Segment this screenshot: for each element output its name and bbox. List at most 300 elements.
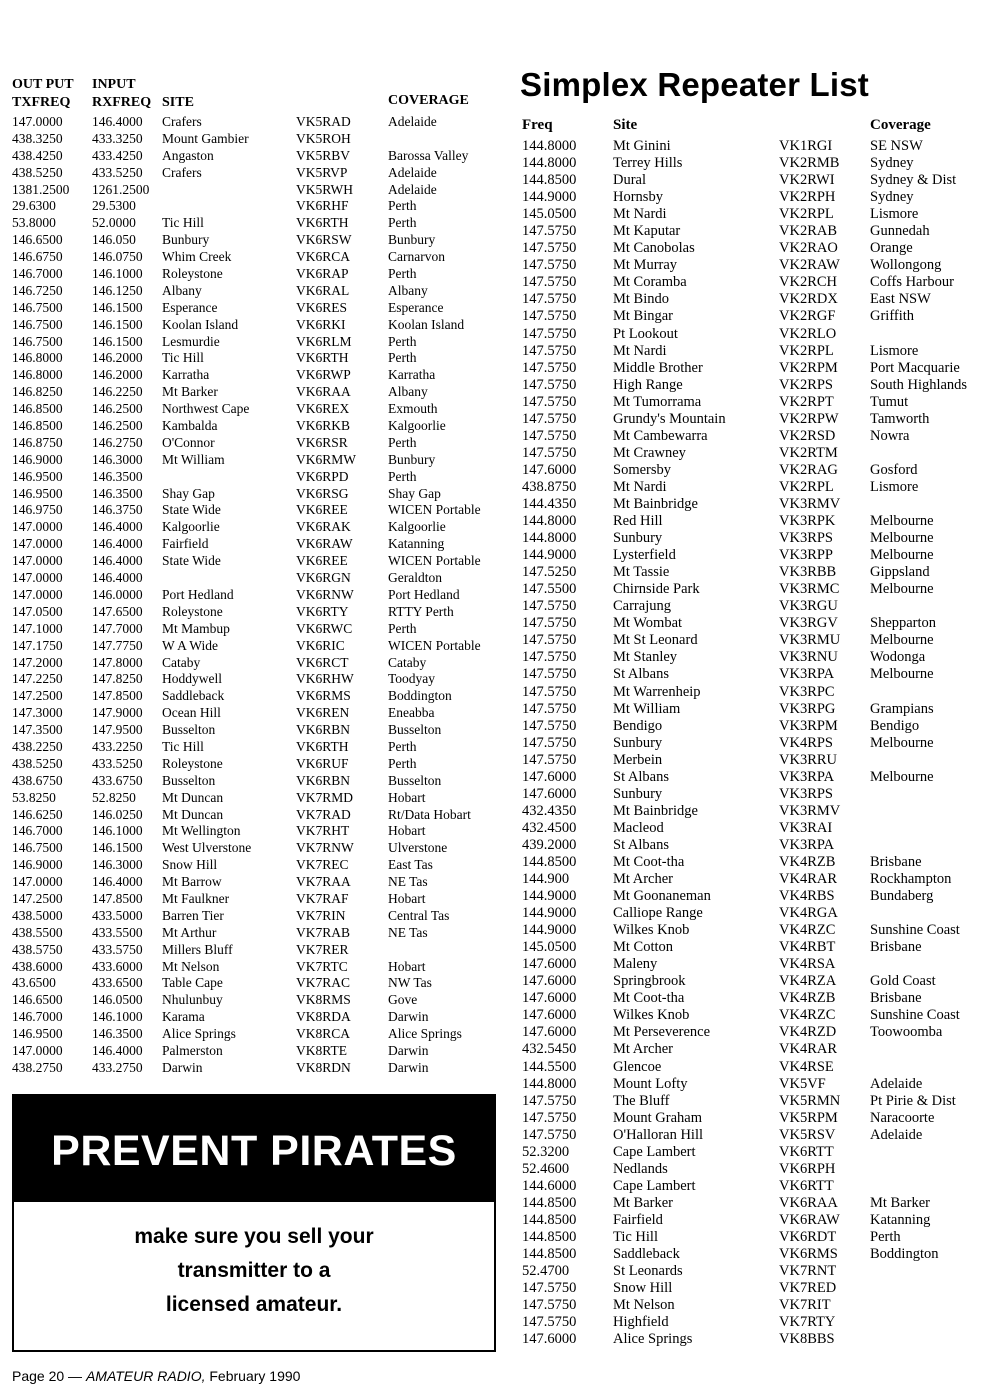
site-cell: Mt Kaputar <box>613 223 681 240</box>
table-row <box>522 223 1000 240</box>
txfreq-cell: 438.2750 <box>12 1059 63 1075</box>
coverage-cell: Gippsland <box>870 564 930 581</box>
freq-cell: 147.5750 <box>522 683 577 700</box>
table-row <box>12 790 502 807</box>
coverage-cell: Adelaide <box>388 181 437 197</box>
table-row <box>522 1059 1000 1076</box>
site-cell: Lesmurdie <box>162 333 220 349</box>
table-row <box>522 189 1000 206</box>
rxfreq-cell: 52.8250 <box>92 789 136 805</box>
callsign-cell: VK6RTT <box>779 1177 834 1194</box>
table-row <box>522 1314 1000 1331</box>
site-cell: High Range <box>613 376 683 393</box>
rxfreq-cell: 146.1500 <box>92 333 143 349</box>
site-cell: Mt Barker <box>613 1194 673 1211</box>
site-cell: Mt Coot-tha <box>613 853 685 870</box>
site-cell: Nhulunbuy <box>162 992 223 1008</box>
coverage-cell: Albany <box>388 282 428 298</box>
site-cell: Mt Nelson <box>613 1297 675 1314</box>
site-cell: Tic Hill <box>162 350 204 366</box>
callsign-cell: VK3RMC <box>779 581 840 598</box>
table-row <box>12 604 502 621</box>
freq-cell: 147.5750 <box>522 376 577 393</box>
site-cell: Grundy's Mountain <box>613 410 726 427</box>
site-cell: Pt Lookout <box>613 325 678 342</box>
callsign-cell: VK6RWC <box>296 620 353 636</box>
coverage-cell: Perth <box>388 468 417 484</box>
site-cell: Cape Lambert <box>613 1143 696 1160</box>
freq-cell: 144.4350 <box>522 495 577 512</box>
txfreq-cell: 146.6750 <box>12 249 63 265</box>
table-row <box>12 232 502 249</box>
callsign-cell: VK6RKI <box>296 316 346 332</box>
rxfreq-cell: 146.0250 <box>92 806 143 822</box>
txfreq-cell: 147.2500 <box>12 688 63 704</box>
site-cell: Mt Coot-tha <box>613 990 685 1007</box>
site-cell: St Leonards <box>613 1263 683 1280</box>
callsign-cell: VK7RMD <box>296 789 354 805</box>
callsign-cell: VK3RMV <box>779 495 841 512</box>
rxfreq-cell: 146.1000 <box>92 1009 143 1025</box>
txfreq-cell: 146.9000 <box>12 857 63 873</box>
site-cell: Cataby <box>162 654 201 670</box>
callsign-cell: VK6RBN <box>296 722 351 738</box>
callsign-cell: VK7RAA <box>296 874 351 890</box>
callsign-cell: VK3RPK <box>779 513 836 530</box>
callsign-cell: VK2RTM <box>779 444 838 461</box>
callsign-cell: VK5RBV <box>296 147 351 163</box>
txfreq-cell: 438.3250 <box>12 130 63 146</box>
freq-cell: 144.5500 <box>522 1058 577 1075</box>
site-cell: Kambalda <box>162 418 218 434</box>
table-row <box>522 1212 1000 1229</box>
table-row <box>522 990 1000 1007</box>
callsign-cell: VK3RMU <box>779 632 841 649</box>
site-cell: Palmerston <box>162 1042 223 1058</box>
table-row <box>522 684 1000 701</box>
table-row <box>12 1009 502 1026</box>
coverage-cell: Adelaide <box>388 114 437 129</box>
freq-cell: 147.5750 <box>522 700 577 717</box>
callsign-cell: VK6RUF <box>296 755 349 771</box>
callsign-cell: VK6REE <box>296 553 348 569</box>
site-cell: Carrajung <box>613 598 671 615</box>
coverage-cell: Toowoomba <box>870 1024 943 1041</box>
table-row <box>522 956 1000 973</box>
table-row <box>522 1007 1000 1024</box>
site-cell: Lysterfield <box>613 547 676 564</box>
txfreq-cell: 53.8250 <box>12 789 56 805</box>
txfreq-cell: 147.2000 <box>12 654 63 670</box>
rxfreq-cell: 1261.2500 <box>92 181 150 197</box>
table-row <box>522 1331 1000 1348</box>
callsign-cell: VK3RPP <box>779 547 833 564</box>
txfreq-cell: 146.8250 <box>12 384 63 400</box>
site-cell: Calliope Range <box>613 905 703 922</box>
table-row <box>522 598 1000 615</box>
callsign-cell: VK2RCH <box>779 274 838 291</box>
rxfreq-cell: 146.2500 <box>92 401 143 417</box>
repeater-table-body <box>12 114 502 1077</box>
coverage-cell: Lismore <box>870 342 919 359</box>
callsign-cell: VK6RTH <box>296 350 349 366</box>
table-row <box>12 317 502 334</box>
coverage-cell: NE Tas <box>388 924 428 940</box>
callsign-cell: VK4RBT <box>779 939 836 956</box>
callsign-cell: VK7RTC <box>296 958 348 974</box>
coverage-cell: Adelaide <box>870 1075 923 1092</box>
freq-cell: 147.6000 <box>522 461 577 478</box>
freq-cell: 432.4500 <box>522 819 577 836</box>
txfreq-cell: 147.0000 <box>12 553 63 569</box>
table-row <box>12 519 502 536</box>
table-row <box>522 854 1000 871</box>
txfreq-cell: 438.4250 <box>12 147 63 163</box>
site-cell: Wilkes Knob <box>613 922 690 939</box>
table-row <box>522 496 1000 513</box>
site-cell: Mt Ginini <box>613 138 671 154</box>
freq-cell: 147.5750 <box>522 257 577 274</box>
callsign-cell: VK3RPC <box>779 683 835 700</box>
simplex-table <box>522 115 1000 1348</box>
txfreq-cell: 147.0000 <box>12 114 63 129</box>
coverage-cell: Melbourne <box>870 530 934 547</box>
site-cell: Mt Nardi <box>613 342 667 359</box>
coverage-cell: Lismore <box>870 206 919 223</box>
callsign-cell: VK4RSA <box>779 956 836 973</box>
coverage-cell: Gosford <box>870 461 918 478</box>
table-row <box>12 638 502 655</box>
freq-cell: 147.6000 <box>522 768 577 785</box>
callsign-cell: VK6RTH <box>296 215 349 231</box>
coverage-cell: Boddington <box>388 688 452 704</box>
table-row <box>522 922 1000 939</box>
rxfreq-cell: 146.2000 <box>92 367 143 383</box>
callsign-cell: VK6RMS <box>779 1246 838 1263</box>
table-row <box>522 547 1000 564</box>
advert-message <box>14 1202 494 1322</box>
site-cell: Red Hill <box>613 513 663 530</box>
site-cell: The Bluff <box>613 1092 670 1109</box>
callsign-cell: VK4RPS <box>779 734 833 751</box>
table-row <box>522 632 1000 649</box>
site-cell: Koolan Island <box>162 316 239 332</box>
callsign-cell: VK6RAW <box>779 1211 840 1228</box>
footer-publication: AMATEUR RADIO, <box>85 1368 206 1384</box>
callsign-cell: VK7RER <box>296 941 349 957</box>
table-row <box>522 274 1000 291</box>
site-cell: Busselton <box>162 722 216 738</box>
coverage-cell: Esperance <box>388 299 444 315</box>
table-row <box>12 1043 502 1060</box>
table-row <box>12 891 502 908</box>
freq-cell: 147.5750 <box>522 1314 577 1331</box>
site-cell: Mt Bingar <box>613 308 674 325</box>
txfreq-cell: 146.9750 <box>12 502 63 518</box>
txfreq-cell: 53.8000 <box>12 215 56 231</box>
table-row <box>522 360 1000 377</box>
coverage-cell: Eneabba <box>388 705 435 721</box>
callsign-cell: VK2RAG <box>779 461 838 478</box>
site-cell: Chirnside Park <box>613 581 700 598</box>
table-row <box>522 155 1000 172</box>
callsign-cell: VK8RDA <box>296 1009 351 1025</box>
callsign-cell: VK4RBS <box>779 888 835 905</box>
callsign-cell: VK3RGV <box>779 615 838 632</box>
table-row <box>12 435 502 452</box>
coverage-cell: Perth <box>870 1229 901 1245</box>
site-cell: Bendigo <box>613 717 663 734</box>
freq-cell: 144.8000 <box>522 155 577 172</box>
rxfreq-cell: 433.5750 <box>92 941 143 957</box>
header-coverage: Coverage <box>870 117 931 133</box>
coverage-cell: Bunbury <box>388 451 436 467</box>
freq-cell: 144.6000 <box>522 1177 577 1194</box>
coverage-cell: Pt Pirie & Dist <box>870 1092 956 1109</box>
coverage-cell: Shay Gap <box>388 485 441 501</box>
coverage-cell: Darwin <box>388 1009 429 1025</box>
table-row <box>12 857 502 874</box>
coverage-cell: Shepparton <box>870 615 937 632</box>
freq-cell: 147.6000 <box>522 956 577 973</box>
table-row <box>522 786 1000 803</box>
txfreq-cell: 146.6250 <box>12 806 63 822</box>
coverage-cell: Ulverstone <box>388 840 448 856</box>
callsign-cell: VK4RZC <box>779 1007 836 1024</box>
table-row <box>12 671 502 688</box>
freq-cell: 144.9000 <box>522 905 577 922</box>
freq-cell: 147.6000 <box>522 973 577 990</box>
coverage-cell: Sydney <box>870 189 914 206</box>
txfreq-cell: 147.3000 <box>12 705 63 721</box>
callsign-cell: VK6RMS <box>296 688 351 704</box>
callsign-cell: VK6RPD <box>296 468 349 484</box>
callsign-cell: VK3RPA <box>779 836 835 853</box>
callsign-cell: VK5RVP <box>296 164 348 180</box>
coverage-cell: Toodyay <box>388 671 436 687</box>
table-row <box>522 513 1000 530</box>
rxfreq-cell: 147.9500 <box>92 722 143 738</box>
table-row <box>522 257 1000 274</box>
coverage-cell: Cataby <box>388 654 427 670</box>
site-cell: Maleny <box>613 956 658 973</box>
rxfreq-cell: 433.2750 <box>92 1059 143 1075</box>
txfreq-cell: 146.9500 <box>12 485 63 501</box>
coverage-cell: South Highlands <box>870 376 968 393</box>
table-row <box>12 705 502 722</box>
txfreq-cell: 146.6500 <box>12 992 63 1008</box>
callsign-cell: VK4RAR <box>779 871 838 888</box>
coverage-cell: Sunshine Coast <box>870 922 960 939</box>
txfreq-cell: 438.2250 <box>12 738 63 754</box>
site-cell: Karama <box>162 1009 205 1025</box>
callsign-cell: VK2RAW <box>779 257 840 274</box>
callsign-cell: VK7RIT <box>779 1297 831 1314</box>
site-cell: Mt William <box>613 700 681 717</box>
site-cell: Esperance <box>162 299 218 315</box>
callsign-cell: VK3RNU <box>779 649 838 666</box>
site-cell: Northwest Cape <box>162 401 250 417</box>
coverage-cell: Perth <box>388 350 417 366</box>
rxfreq-cell: 146.1000 <box>92 823 143 839</box>
txfreq-cell: 147.0000 <box>12 519 63 535</box>
site-cell: Roleystone <box>162 266 223 282</box>
table-row <box>12 300 502 317</box>
table-row <box>12 925 502 942</box>
coverage-cell: SE NSW <box>870 138 923 154</box>
site-cell: Roleystone <box>162 755 223 771</box>
callsign-cell: VK2RGF <box>779 308 836 325</box>
coverage-cell: Kalgoorlie <box>388 519 446 535</box>
callsign-cell: VK6RAA <box>296 384 351 400</box>
site-cell: Mt Wombat <box>613 615 683 632</box>
repeater-table-header <box>12 77 502 114</box>
coverage-cell: Orange <box>870 240 913 257</box>
rxfreq-cell: 147.7000 <box>92 620 143 636</box>
site-cell: Whim Creek <box>162 249 232 265</box>
freq-cell: 52.3200 <box>522 1143 570 1160</box>
callsign-cell: VK6RSG <box>296 485 349 501</box>
coverage-cell: Katanning <box>870 1211 931 1228</box>
freq-cell: 147.6000 <box>522 990 577 1007</box>
site-cell: Roleystone <box>162 603 223 619</box>
table-row <box>12 249 502 266</box>
coverage-cell: Perth <box>388 434 417 450</box>
freq-cell: 147.5500 <box>522 581 577 598</box>
site-cell: Mt Bindo <box>613 291 669 308</box>
site-cell: Tic Hill <box>162 215 204 231</box>
coverage-cell: NW Tas <box>388 975 432 991</box>
site-cell: Cape Lambert <box>613 1177 696 1194</box>
txfreq-cell: 146.8500 <box>12 401 63 417</box>
callsign-cell: VK6RNW <box>296 586 354 602</box>
site-cell: Mt Nelson <box>162 958 220 974</box>
site-cell: Glencoe <box>613 1058 662 1075</box>
freq-cell: 147.5750 <box>522 734 577 751</box>
freq-cell: 147.5250 <box>522 564 577 581</box>
table-row <box>522 308 1000 325</box>
freq-cell: 144.8500 <box>522 1246 577 1263</box>
callsign-cell: VK6RAP <box>296 266 349 282</box>
freq-cell: 147.5750 <box>522 1297 577 1314</box>
simplex-title: Simplex Repeater List <box>520 66 869 103</box>
freq-cell: 147.5750 <box>522 274 577 291</box>
table-row <box>12 452 502 469</box>
site-cell: Tic Hill <box>613 1229 658 1245</box>
table-row <box>12 823 502 840</box>
freq-cell: 147.5750 <box>522 1126 577 1143</box>
header-site: SITE <box>162 95 194 110</box>
rxfreq-cell: 433.6000 <box>92 958 143 974</box>
table-row <box>522 206 1000 223</box>
freq-cell: 147.5750 <box>522 1109 577 1126</box>
coverage-cell: Boddington <box>870 1246 939 1263</box>
table-row <box>522 1263 1000 1280</box>
site-cell: Mount Gambier <box>162 130 249 146</box>
table-row <box>522 564 1000 581</box>
coverage-cell: Alice Springs <box>388 1026 462 1042</box>
site-cell: Mt Nardi <box>613 206 667 223</box>
site-cell: Bunbury <box>162 232 210 248</box>
txfreq-cell: 146.7000 <box>12 823 63 839</box>
site-cell: West Ulverstone <box>162 840 252 856</box>
coverage-cell: Grampians <box>870 700 934 717</box>
table-row <box>522 1093 1000 1110</box>
site-cell: Mt Arthur <box>162 924 217 940</box>
coverage-cell: Koolan Island <box>388 316 465 332</box>
coverage-cell: Melbourne <box>870 666 934 683</box>
callsign-cell: VK2RDX <box>779 291 838 308</box>
table-row <box>522 377 1000 394</box>
coverage-cell: Sunshine Coast <box>870 1007 960 1024</box>
callsign-cell: VK6RAK <box>296 519 351 535</box>
coverage-cell: Gold Coast <box>870 973 936 990</box>
table-row <box>522 1041 1000 1058</box>
callsign-cell: VK7RHT <box>296 823 350 839</box>
rxfreq-cell: 146.0750 <box>92 249 143 265</box>
table-row <box>522 1178 1000 1195</box>
txfreq-cell: 146.7000 <box>12 1009 63 1025</box>
coverage-cell: East NSW <box>870 291 931 308</box>
coverage-cell: Tumut <box>870 393 909 410</box>
rxfreq-cell: 433.2250 <box>92 738 143 754</box>
callsign-cell: VK6REE <box>296 502 348 518</box>
rxfreq-cell: 146.4000 <box>92 536 143 552</box>
coverage-cell: Kalgoorlie <box>388 418 446 434</box>
freq-cell: 147.5750 <box>522 598 577 615</box>
callsign-cell: VK1RGI <box>779 138 833 154</box>
callsign-cell: VK2RPS <box>779 376 833 393</box>
site-cell: Nedlands <box>613 1160 668 1177</box>
table-row <box>522 939 1000 956</box>
table-row <box>12 553 502 570</box>
txfreq-cell: 146.8000 <box>12 367 63 383</box>
table-row <box>12 469 502 486</box>
coverage-cell: Perth <box>388 266 417 282</box>
callsign-cell: VK4RAR <box>779 1041 838 1058</box>
coverage-cell: Wollongong <box>870 257 942 274</box>
callsign-cell: VK2RPL <box>779 342 834 359</box>
site-cell: Alice Springs <box>162 1026 236 1042</box>
table-row <box>12 688 502 705</box>
callsign-cell: VK2RPT <box>779 393 834 410</box>
txfreq-cell: 147.0500 <box>12 603 63 619</box>
table-row <box>522 172 1000 189</box>
freq-cell: 144.8000 <box>522 530 577 547</box>
site-cell: Shay Gap <box>162 485 215 501</box>
callsign-cell: VK3RPS <box>779 530 833 547</box>
table-row <box>522 462 1000 479</box>
callsign-cell: VK2RPH <box>779 189 836 206</box>
freq-cell: 147.5750 <box>522 308 577 325</box>
advert-line-1: make sure you sell your <box>134 1225 374 1248</box>
table-row <box>522 1024 1000 1041</box>
freq-cell: 144.8500 <box>522 172 577 189</box>
repeater-table <box>12 77 502 1077</box>
footer-date: February 1990 <box>209 1368 301 1384</box>
advert-headline: PREVENT PIRATES <box>14 1096 494 1202</box>
table-row <box>522 411 1000 428</box>
table-row <box>522 1110 1000 1127</box>
callsign-cell: VK3RBB <box>779 564 837 581</box>
callsign-cell: VK7REC <box>296 857 349 873</box>
txfreq-cell: 438.5250 <box>12 164 63 180</box>
site-cell: Karratha <box>162 367 210 383</box>
rxfreq-cell: 146.4000 <box>92 519 143 535</box>
site-cell: Sunbury <box>613 785 663 802</box>
freq-cell: 147.5750 <box>522 615 577 632</box>
site-cell: Dural <box>613 172 647 189</box>
